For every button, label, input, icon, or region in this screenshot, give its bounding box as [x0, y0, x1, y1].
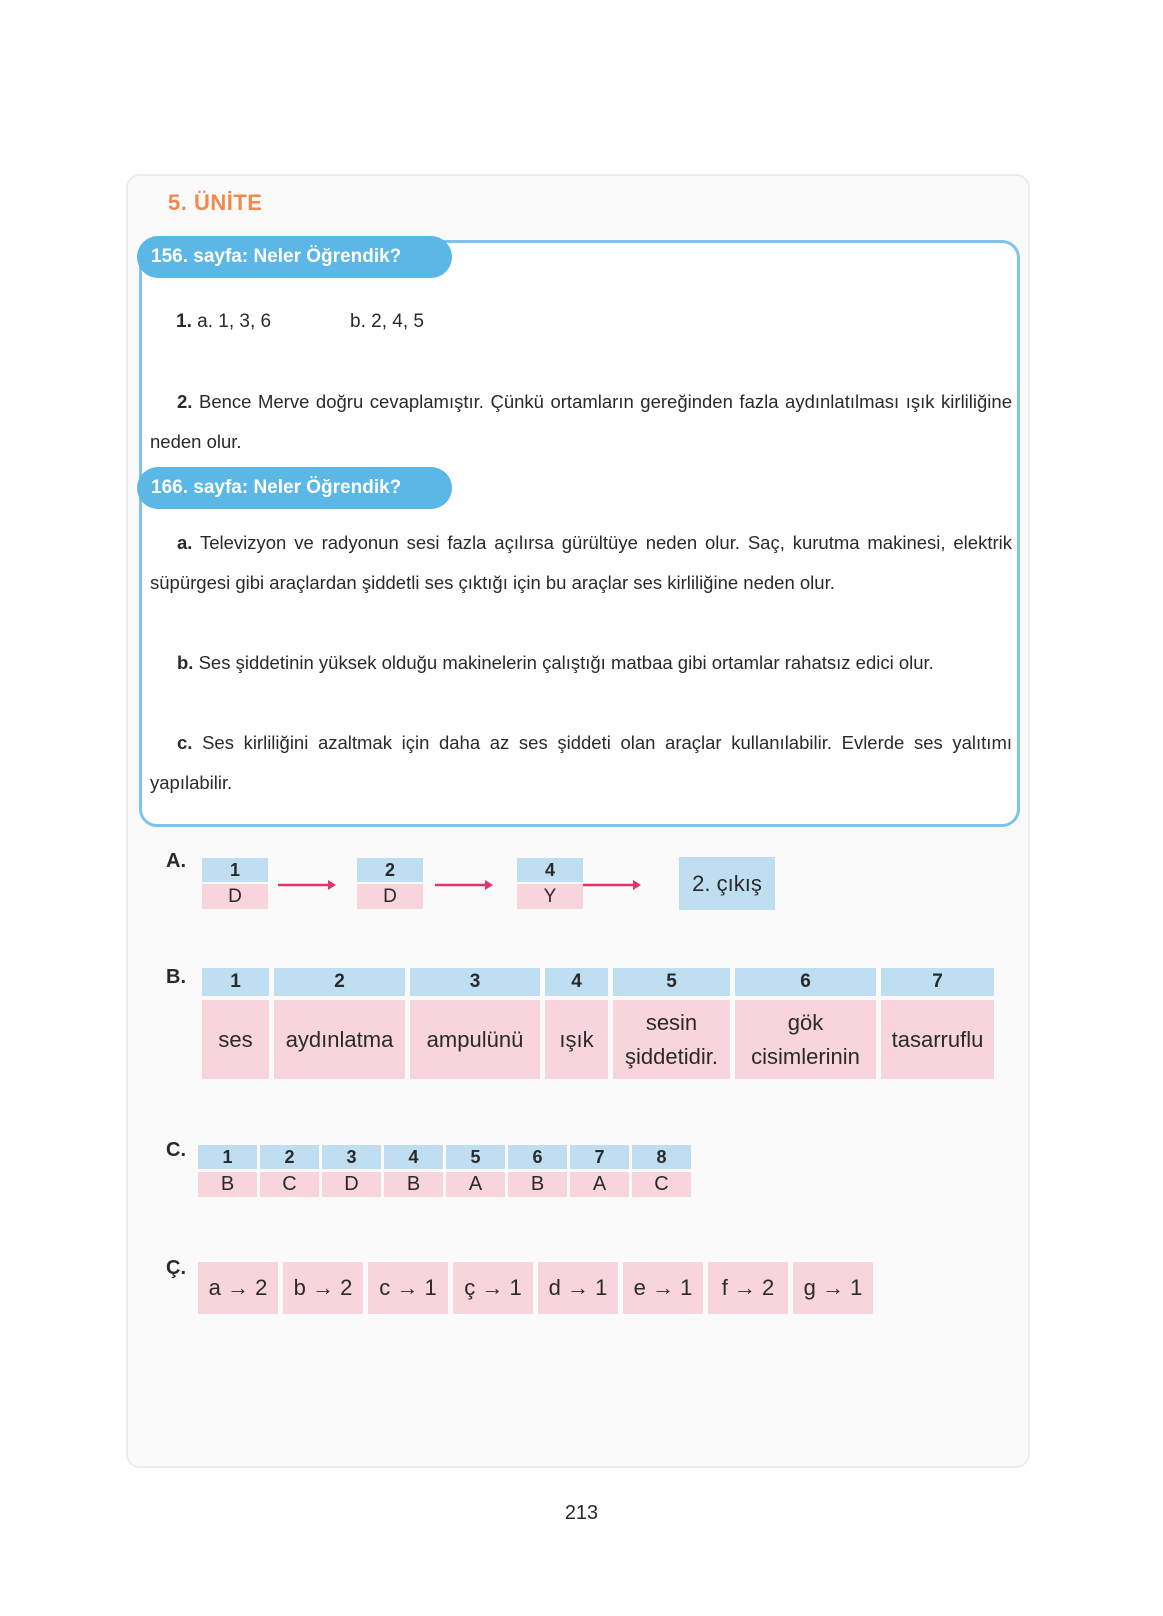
part-b-col-2: [274, 968, 405, 1079]
match-cell-b: b → 2: [283, 1262, 363, 1314]
part-c-label: C.: [166, 1139, 186, 1161]
step-answer: D: [202, 884, 268, 909]
q1-a-text: a. 1, 3, 6: [197, 311, 272, 332]
s2-a-paragraph: [150, 523, 1012, 603]
unit-title: 5. ÜNİTE: [168, 190, 263, 215]
col-word: ses: [202, 1000, 269, 1079]
part-c-col-5: [446, 1145, 505, 1197]
match-cell-f: f → 2: [708, 1262, 788, 1314]
s2-a-label: a.: [177, 532, 193, 553]
part-b-col-5: [613, 968, 730, 1079]
col-number: 6: [508, 1145, 567, 1169]
step-answer: D: [357, 884, 423, 909]
match-cell-c: c → 1: [368, 1262, 448, 1314]
col-answer: C: [260, 1172, 319, 1197]
part-b-label: B.: [166, 966, 186, 988]
match-cell-a: a → 2: [198, 1262, 278, 1314]
s2-b-paragraph: [150, 643, 1012, 683]
col-word: aydınlatma: [274, 1000, 405, 1079]
col-word: [735, 1000, 876, 1079]
exit-result: 2. çıkış: [679, 857, 775, 910]
s2-b-text: Ses şiddetinin yüksek olduğu makinelerin çalıştığı matbaa gibi ortamlar rahatsız edici olur.: [198, 652, 934, 673]
col-number: 5: [613, 968, 730, 996]
arrow-right-icon: [581, 873, 643, 897]
part-d-label: Ç.: [166, 1257, 186, 1279]
part-b-col-4: [545, 968, 608, 1079]
part-c-col-3: [322, 1145, 381, 1197]
col-word: tasarruflu: [881, 1000, 994, 1079]
col-answer: C: [632, 1172, 691, 1197]
arrow-right-icon: [433, 873, 495, 897]
match-cell-g: g → 1: [793, 1262, 873, 1314]
step-answer: Y: [517, 884, 583, 909]
q1-b-text: b. 2, 4, 5: [350, 311, 424, 332]
q2-paragraph: [150, 382, 1012, 462]
s2-c-paragraph: [150, 723, 1012, 803]
step-number: 1: [202, 858, 268, 882]
s2-b-label: b.: [177, 652, 194, 673]
s2-a-text: Televizyon ve radyonun sesi fazla açılırsa gürültüye neden olur. Saç, kurutma makinesi, elektrik süpürgesi gibi araçlardan şiddetli ses çıktığı için bu araçlar ses kirliliğine neden olur.: [150, 532, 1012, 593]
col-word-line2: cisimlerinin: [751, 1043, 860, 1069]
col-number: 1: [202, 968, 269, 996]
part-a-label: A.: [166, 850, 186, 872]
part-c-col-1: [198, 1145, 257, 1197]
arrow-right-icon: [276, 873, 338, 897]
part-b-col-7: [881, 968, 994, 1079]
match-cell-e: e → 1: [623, 1262, 703, 1314]
col-number: 4: [384, 1145, 443, 1169]
part-c-col-7: [570, 1145, 629, 1197]
col-number: 3: [410, 968, 540, 996]
part-b-col-3: [410, 968, 540, 1079]
q2-text: Bence Merve doğru cevaplamıştır. Çünkü ortamların gereğinden fazla aydınlatılması ışık kirliliğine neden olur.: [150, 391, 1012, 452]
col-number: 2: [274, 968, 405, 996]
col-word: [613, 1000, 730, 1079]
col-number: 5: [446, 1145, 505, 1169]
col-number: 8: [632, 1145, 691, 1169]
q1-answer-a: [176, 302, 271, 342]
part-a-step-3: [517, 858, 583, 909]
col-answer: A: [570, 1172, 629, 1197]
col-number: 4: [545, 968, 608, 996]
q1-number: 1.: [176, 311, 192, 332]
col-answer: D: [322, 1172, 381, 1197]
section-pill-166: 166. sayfa: Neler Öğrendik?: [137, 467, 452, 509]
col-number: 3: [322, 1145, 381, 1169]
step-number: 2: [357, 858, 423, 882]
page-number: 213: [564, 1502, 599, 1524]
part-a-step-2: [357, 858, 423, 909]
col-answer: B: [384, 1172, 443, 1197]
col-number: 2: [260, 1145, 319, 1169]
match-cell-d: d → 1: [538, 1262, 618, 1314]
col-word-line1: gök: [787, 1009, 824, 1035]
col-word-line2: şiddetidir.: [625, 1043, 718, 1069]
part-c-col-8: [632, 1145, 691, 1197]
col-word: ışık: [545, 1000, 608, 1079]
q2-number: 2.: [177, 391, 193, 412]
col-number: 7: [570, 1145, 629, 1169]
part-c-col-4: [384, 1145, 443, 1197]
part-c-col-6: [508, 1145, 567, 1197]
section-pill-156: 156. sayfa: Neler Öğrendik?: [137, 236, 452, 278]
part-a-step-1: [202, 858, 268, 909]
col-word: ampulünü: [410, 1000, 540, 1079]
col-number: 1: [198, 1145, 257, 1169]
part-b-col-1: [202, 968, 269, 1079]
part-b-col-6: [735, 968, 876, 1079]
col-answer: A: [446, 1172, 505, 1197]
match-cell-cedilla-c: ç → 1: [453, 1262, 533, 1314]
col-answer: B: [198, 1172, 257, 1197]
col-number: 6: [735, 968, 876, 996]
s2-c-text: Ses kirliliğini azaltmak için daha az ses şiddeti olan araçlar kullanılabilir. Evlerde ses yalıtımı yapılabilir.: [150, 732, 1012, 793]
part-c-col-2: [260, 1145, 319, 1197]
col-answer: B: [508, 1172, 567, 1197]
step-number: 4: [517, 858, 583, 882]
col-number: 7: [881, 968, 994, 996]
s2-c-label: c.: [177, 732, 193, 753]
col-word-line1: sesin: [645, 1009, 698, 1035]
